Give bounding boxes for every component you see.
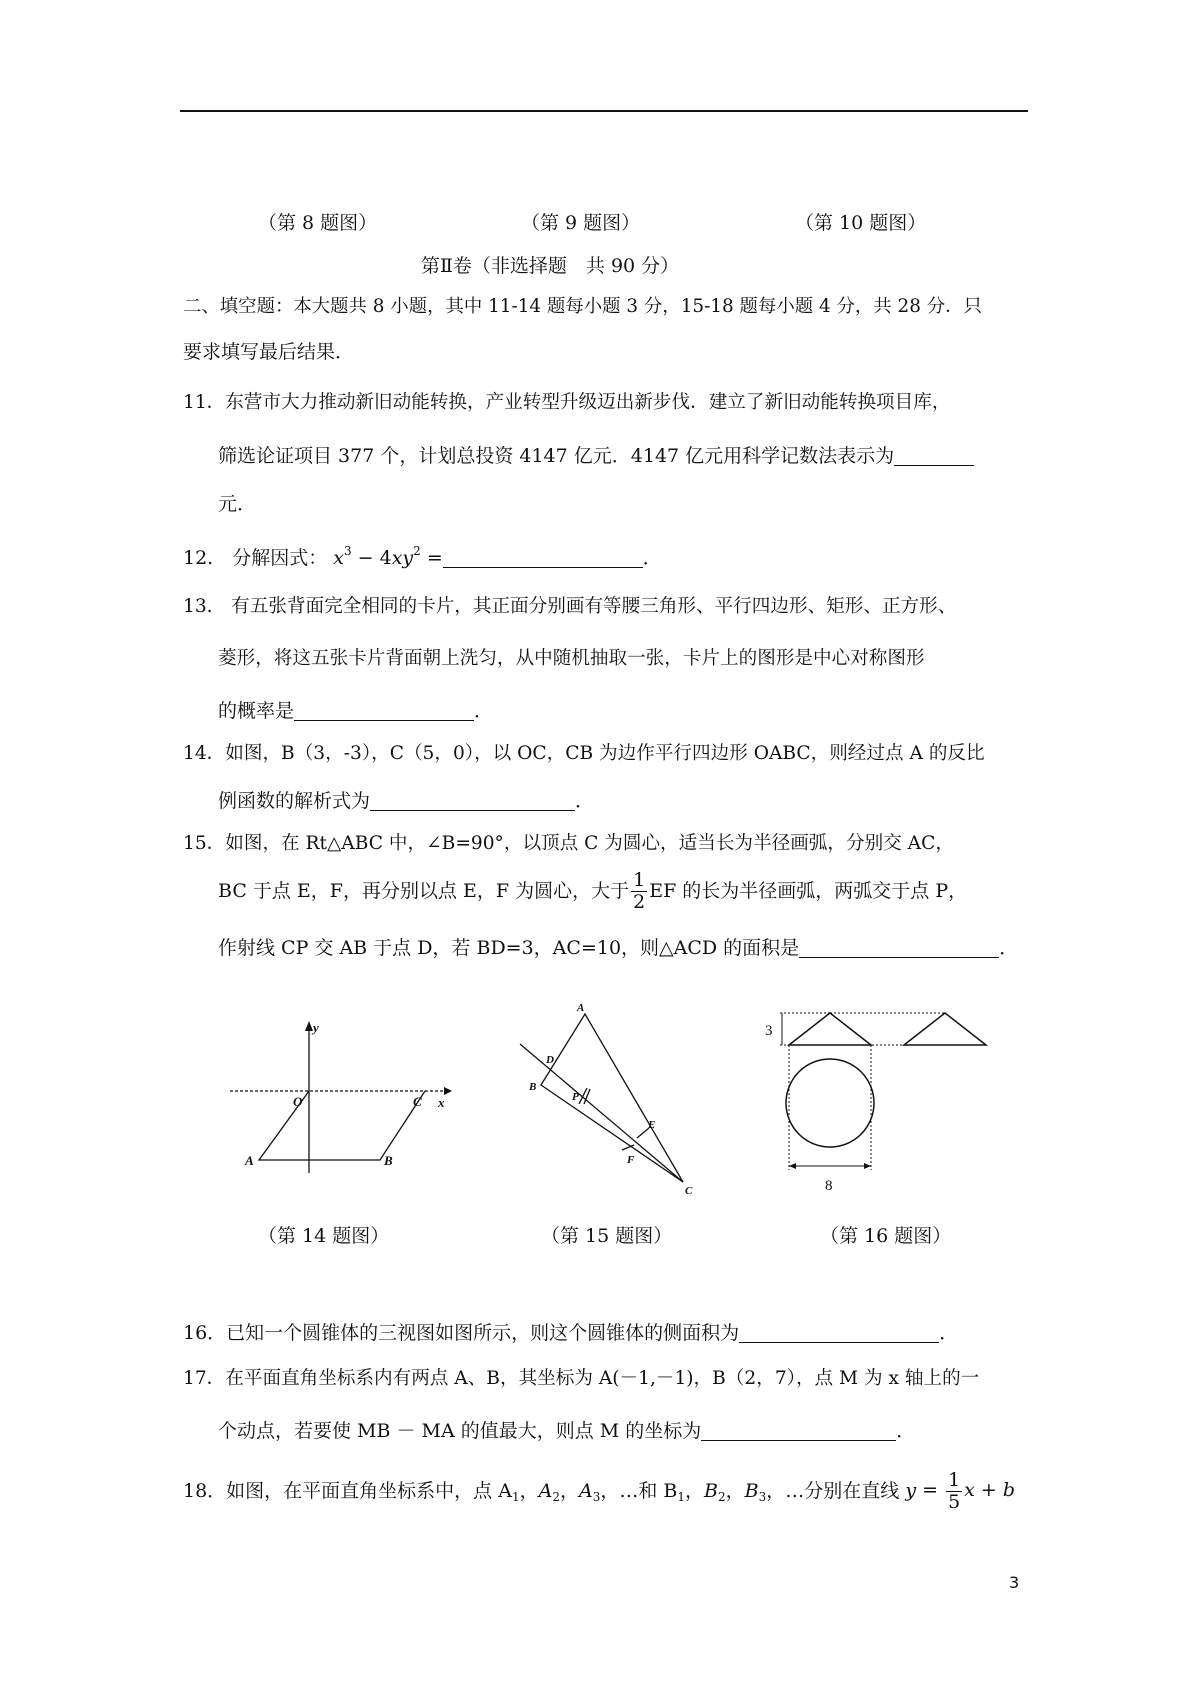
caption-fig9: （第 9 题图） [521,212,641,234]
f16-side-view [904,1013,986,1045]
section-intro-line1: 二、填空题：本大题共 8 小题，其中 11-14 题每小题 3 分，15-18 题每小题 4 分，共 28 分．只 [183,296,982,317]
q15-line2 [218,870,967,913]
f14-x-arrow [444,1087,452,1095]
page-number: 3 [1009,1573,1020,1592]
f15-ray-cp [520,1044,683,1182]
f14-label-O: O [293,1094,303,1109]
q12-line [183,544,662,569]
figure-14 [225,1015,455,1185]
q18-points-b: $_1$，$B_2$，$B_3$ [677,1479,767,1504]
f15-label-B: B [529,1081,537,1093]
q11-line3: 元． [218,493,257,515]
f16-top-view [786,1059,874,1147]
figure-16 [760,1000,1010,1210]
q13-line2: 菱形，将这五张卡片背面朝上洗匀，从中随机抽取一张，卡片上的图形是中心对称图形 [218,648,925,669]
q16-answer-blank[interactable] [739,1322,939,1343]
q18-mid: ，…和 B [600,1479,678,1502]
q12-answer-blank[interactable] [443,547,643,568]
caption-fig14: （第 14 题图） [258,1225,390,1247]
q17-text: 个动点，若要使 MB － MA 的值最大，则点 M 的坐标为 [218,1420,702,1442]
q11-line2 [218,445,974,466]
f14-label-y: y [313,1020,319,1035]
f16-label-width: 8 [825,1178,833,1194]
caption-fig15: （第 15 题图） [541,1225,673,1247]
q16-end: ． [939,1322,959,1344]
f15-label-D: D [546,1054,554,1066]
q11-text: 筛选论证项目 377 个，计划总投资 4147 亿元．4147 亿元用科学记数法表示为 [218,445,895,467]
f14-label-B: B [384,1153,393,1168]
f14-label-C: C [413,1094,422,1109]
q15-text-a: BC 于点 E，F，再分别以点 E，F 为圆心，大于 [218,879,630,902]
section-title: 第Ⅱ卷（非选择题 共 90 分） [421,255,680,277]
f15-label-E: E [648,1119,656,1131]
q13-line3 [218,700,493,721]
q15-answer-blank[interactable] [799,937,999,958]
f14-y-arrow [305,1021,313,1031]
header-rule [180,110,1028,112]
section-intro-line2: 要求填写最后结果． [183,341,355,363]
q15-fraction-half: $\frac{1}{2}$ [633,869,646,913]
f16-front-view [789,1013,871,1045]
q17-line1: 17．在平面直角坐标系内有两点 A、B，其坐标为 A(－1,－1)，B（2，7），点 M 为 x 轴上的一 [183,1368,980,1389]
q17-answer-blank[interactable] [701,1420,896,1441]
q13-text: 的概率是 [218,700,295,722]
q13-line1: 13. 有五张背面完全相同的卡片，其正面分别画有等腰三角形、平行四边形、矩形、正方形、 [183,596,957,617]
q16-line [183,1322,958,1343]
q14-answer-blank[interactable] [370,790,575,811]
q15-line3 [218,937,1018,958]
caption-fig16: （第 16 题图） [820,1225,952,1247]
q14-line2 [218,790,594,811]
q14-text: 例函数的解析式为 [218,790,371,812]
q13-end: ． [474,700,494,722]
q12-suffix: ． [642,547,662,569]
f15-arc-p1 [579,1088,587,1104]
figure-15 [515,1000,715,1200]
q14-end: ． [575,790,595,812]
q15-text-b: EF 的长为半径画弧，两弧交于点 P， [649,879,968,902]
f14-parallelogram [259,1091,425,1160]
q18-line-equation: y = $\frac{1}{5}$ x + b [905,1469,1016,1513]
q12-prefix: 12. 分解因式： [183,547,328,569]
caption-fig10: （第 10 题图） [795,212,927,234]
q17-end: ． [896,1420,916,1442]
f15-label-C: C [685,1185,693,1197]
q14-line1: 14．如图，B（3，-3），C（5，0），以 OC，CB 为边作平行四边形 OABC，则经过点 A 的反比 [183,743,985,764]
q18-points-a: $_1$，$A_2$，$A_3$ [511,1479,601,1504]
q17-line2 [218,1420,915,1441]
caption-fig8: （第 8 题图） [258,212,378,234]
f14-label-x: x [438,1095,445,1110]
q15-text: 作射线 CP 交 AB 于点 D，若 BD=3，AC=10，则△ACD 的面积是 [218,937,800,959]
f14-label-A: A [245,1153,254,1168]
q11-answer-blank[interactable] [894,445,974,466]
f15-label-A: A [577,1002,585,1014]
q18-line [183,1470,1015,1513]
q13-answer-blank[interactable] [294,700,474,721]
f15-label-P: P [572,1091,579,1103]
f15-triangle [541,1014,683,1182]
q15-end: ． [999,937,1019,959]
q18-prefix: 18．如图，在平面直角坐标系中，点 A [183,1479,512,1502]
f16-label-height: 3 [765,1023,773,1039]
q15-line1: 15．如图，在 Rt△ABC 中，∠B=90°，以顶点 C 为圆心，适当长为半径画弧，分别交 AC， [183,833,954,854]
q18-suffix: ，…分别在直线 [766,1479,900,1502]
q12-expression: $x^3 - 4xy^2$ = [333,544,443,569]
f15-label-F: F [627,1154,635,1166]
q11-line1: 11．东营市大力推动新旧动能转换，产业转型升级迈出新步伐．建立了新旧动能转换项目库， [183,392,951,413]
q16-text: 16．已知一个圆锥体的三视图如图所示，则这个圆锥体的侧面积为 [183,1322,740,1344]
